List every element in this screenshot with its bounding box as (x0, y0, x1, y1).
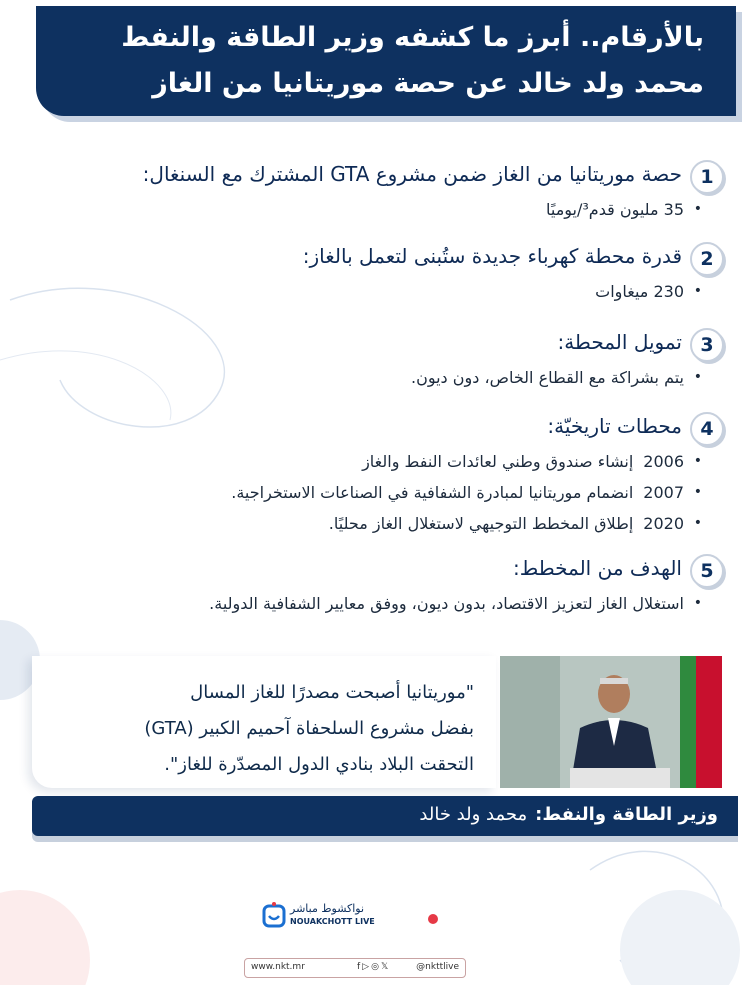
header-banner (36, 6, 736, 116)
section-number-badge: 5 (690, 554, 724, 588)
list-item: • يتم بشراكة مع القطاع الخاص، دون ديون. (34, 362, 724, 393)
speaker-bar (32, 796, 738, 836)
website-link[interactable]: www.nkt.mr (251, 962, 305, 972)
section-2 (34, 242, 724, 307)
section-4 (34, 412, 724, 539)
year-label: 2020 (643, 514, 684, 533)
section-title: حصة موريتانيا من الغاز ضمن مشروع GTA المشترك مع السنغال: (142, 162, 682, 186)
list-item: • 230 ميغاوات (34, 276, 724, 307)
speaker-role: وزير الطاقة والنفط: (535, 804, 718, 825)
milestone-text: إطلاق المخطط التوجيهي لاستغلال الغاز محليًا. (328, 514, 634, 533)
social-handle[interactable]: @nkttlive (416, 962, 459, 972)
brand-name-english: NOUAKCHOTT LIVE (290, 917, 375, 926)
milestone-text: انضمام موريتانيا لمبادرة الشفافية في الصناعات الاستخراجية. (231, 483, 634, 502)
minister-photo-illustration (500, 656, 722, 788)
social-icons (357, 962, 390, 972)
list-item (34, 477, 724, 508)
year-label: 2006 (643, 452, 684, 471)
milestone-text: إنشاء صندوق وطني لعائدات النفط والغاز (362, 452, 634, 471)
list-item (34, 446, 724, 477)
logo-icon (262, 902, 286, 930)
section-number-badge: 2 (690, 242, 724, 276)
youtube-icon[interactable]: ▷ (362, 962, 372, 972)
section-title: محطات تاريخيّة: (547, 414, 682, 438)
facebook-icon[interactable]: f (357, 962, 363, 972)
instagram-icon[interactable]: ◎ (371, 962, 381, 972)
x-icon[interactable]: 𝕏 (380, 962, 391, 972)
quote-line-2: بفضل مشروع السلحفاة آحميم الكبير (GTA) (144, 718, 474, 739)
list-item: • استغلال الغاز لتعزيز الاقتصاد، بدون ديون، ووفق معايير الشفافية الدولية. (34, 588, 724, 619)
section-title: الهدف من المخطط: (512, 556, 682, 580)
section-title: قدرة محطة كهرباء جديدة ستُبنى لتعمل بالغاز: (302, 244, 682, 268)
headline-line-1: بالأرقام.. أبرز ما كشفه وزير الطاقة والنفط (121, 22, 704, 53)
quote-box (32, 656, 496, 788)
year-label: 2007 (643, 483, 684, 502)
red-dot-icon (426, 912, 440, 926)
section-3 (34, 328, 724, 393)
list-item (34, 508, 724, 539)
footer-bar (244, 958, 466, 978)
minister-photo (500, 656, 722, 788)
section-5 (34, 554, 724, 619)
section-number-badge: 3 (690, 328, 724, 362)
brand-name-arabic: نواكشوط مباشر (290, 902, 365, 915)
quote-line-3: التحقت البلاد بنادي الدول المصدّرة للغاز". (164, 754, 474, 775)
quote-line-1: "موريتانيا أصبحت مصدرًا للغاز المسال (190, 682, 474, 703)
section-number-badge: 1 (690, 160, 724, 194)
section-number-badge: 4 (690, 412, 724, 446)
section-title: تمويل المحطة: (557, 330, 682, 354)
list-item: • 35 مليون قدم³/يوميًا (34, 194, 724, 225)
brand-logo (262, 900, 462, 934)
section-1 (34, 160, 724, 225)
headline-line-2: محمد ولد خالد عن حصة موريتانيا من الغاز (152, 68, 704, 99)
speaker-name: محمد ولد خالد (419, 804, 528, 825)
